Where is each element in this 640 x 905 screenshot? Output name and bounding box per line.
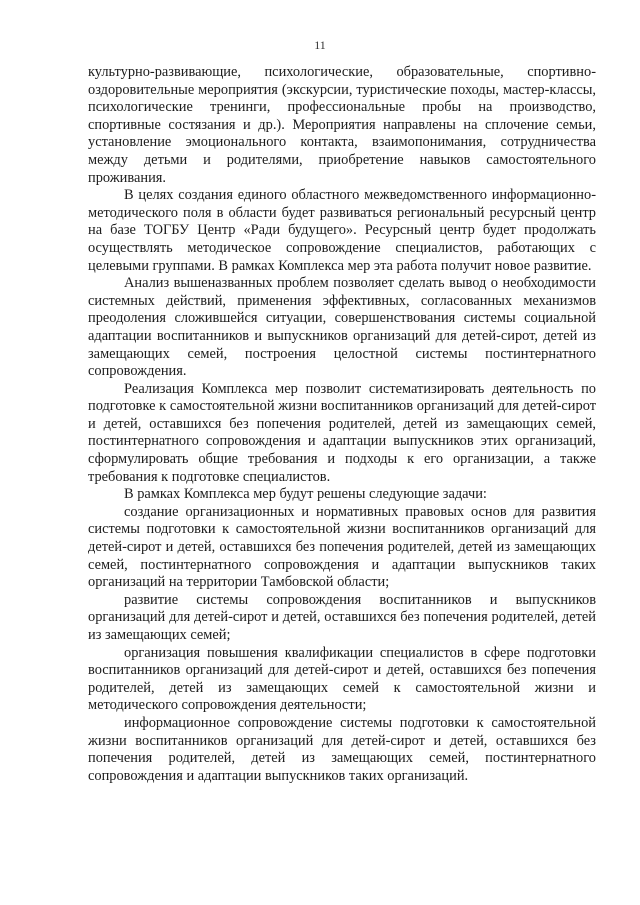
paragraph-analysis: Анализ вышеназванных проблем позволяет сделать вывод о необходимости системных действий, применения эффективных, согласованных механизмов преодоления сложившейся ситуации, совершенствования системы социальной адаптации воспитанников и выпускников организаций для детей-сирот, детей из замещающих семей, построения целостной системы постинтернатного сопровождения. — [88, 275, 596, 380]
task-item: развитие системы сопровождения воспитанников и выпускников организаций для детей-сирот и детей, оставшихся без попечения родителей, детей из замещающих семей; — [88, 591, 596, 643]
task-item: организация повышения квалификации специалистов в сфере подготовки воспитанников организаций для детей-сирот и детей, оставшихся без попечения родителей, детей из замещающих семей к самостоятельной жизни и методического сопровождения деятельности; — [88, 644, 596, 714]
paragraph-tasks-intro: В рамках Комплекса мер будут решены следующие задачи: — [124, 486, 487, 503]
task-list — [88, 504, 596, 786]
page-number: 11 — [314, 38, 326, 52]
document-body — [88, 64, 596, 785]
paragraph-implementation: Реализация Комплекса мер позволит систематизировать деятельность по подготовке к самостоятельной жизни воспитанников организаций для детей-сирот и детей, оставшихся без попечения родителей, детей из замещающих семей, постинтернатного сопровождения и адаптации выпускников этих организаций, сформулировать общие требования и подходы к его организации, а также требования к подготовке специалистов. — [88, 380, 596, 485]
task-item: информационное сопровождение системы подготовки к самостоятельной жизни воспитанников организаций для детей-сирот и детей, оставшихся без попечения родителей, детей из замещающих семей, постинтернатного сопровождения и адаптации выпускников таких организаций. — [88, 714, 596, 784]
paragraph-resource-center: В целях создания единого областного межведомственного информационно-методического поля в области будет развиваться региональный ресурсный центр на базе ТОГБУ Центр «Ради будущего». Ресурсный центр будет продолжать осуществлять методическое сопровождение специалистов, работающих с целевыми группами. В рамках Комплекса мер эта работа получит новое развитие. — [88, 187, 596, 274]
paragraph-continuation: культурно-развивающие, психологические, образовательные, спортивно-оздоровительные мероприятия (экскурсии, туристические походы, мастер-классы, психологические тренинги, профессиональные пробы на производство, спортивные состязания и др.). Мероприятия направлены на сплочение семьи, установление эмоционального контакта, взаимопонимания, сотрудничества между детьми и родителями, приобретение навыков самостоятельного проживания. — [88, 64, 596, 186]
task-item: создание организационных и нормативных правовых основ для развития системы подготовки к самостоятельной жизни воспитанников организаций для детей-сирот и детей, оставшихся без попечения родителей, детей из замещающих семей, постинтернатного сопровождения и адаптации выпускников таких организаций на территории Тамбовской области; — [88, 503, 596, 591]
